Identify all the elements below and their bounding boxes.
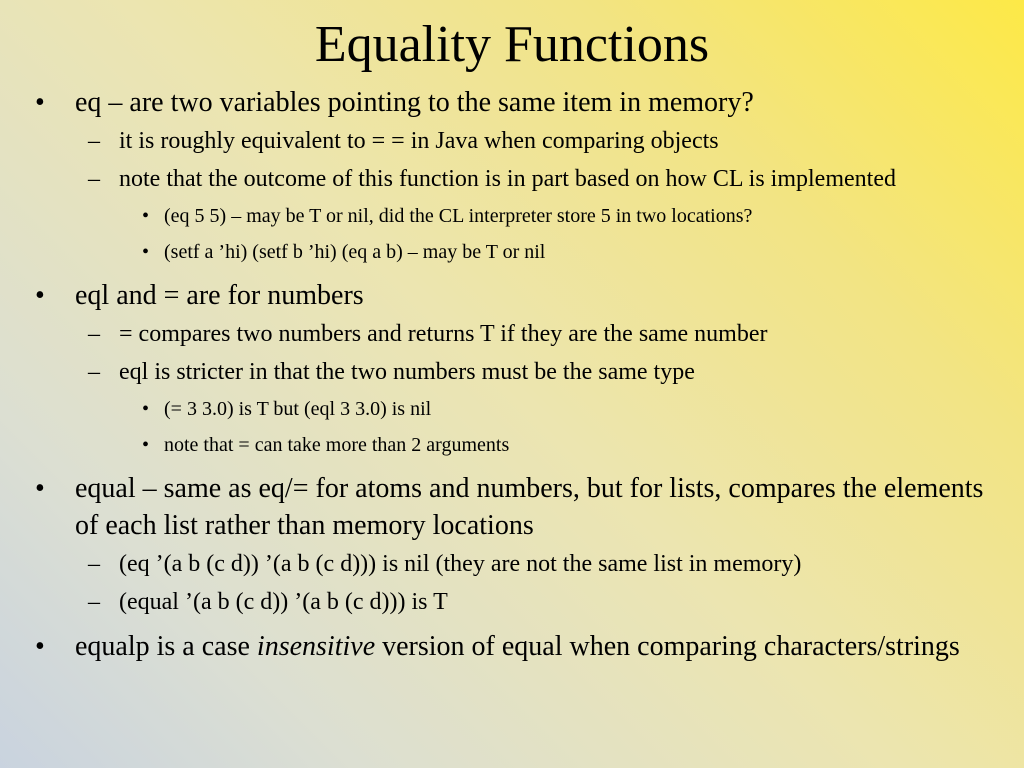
dash-marker: –: [88, 166, 100, 192]
sub-sub-bullet-text: note that = can take more than 2 arguments: [164, 434, 510, 456]
bullet-eq: [0, 84, 1024, 121]
bullet-marker: •: [142, 434, 150, 456]
sub-bullet-text: (equal ’(a b (c d)) ’(a b (c d))) is T: [119, 589, 448, 615]
bullet-marker: •: [142, 241, 150, 263]
sub-bullet-eq-java: [0, 125, 1024, 157]
bullet-equalp: [0, 628, 1024, 665]
sub-sub-bullet-text: (= 3 3.0) is T but (eql 3 3.0) is nil: [164, 398, 432, 420]
bullet-marker: •: [142, 205, 150, 227]
slide-title: Equality Functions: [314, 16, 710, 73]
bullet-eql: [0, 277, 1024, 314]
dash-marker: –: [88, 128, 100, 154]
sub-bullet-text: = compares two numbers and returns T if they are the same number: [119, 321, 768, 347]
bullet-marker: •: [35, 87, 45, 118]
bullet-marker: •: [35, 473, 45, 504]
sub-sub-bullet-eql-example: [0, 394, 1024, 424]
sub-bullet-eql-compare: [0, 318, 1024, 350]
bullet-marker: •: [142, 398, 150, 420]
bullet-text: equal – same as eq/= for atoms and numbers, but for lists, compares the elements of each list rather than memory locations: [75, 473, 984, 541]
bullet-marker: •: [35, 631, 45, 662]
sub-sub-bullet-eq-example-1: [0, 201, 1024, 231]
sub-bullet-equal-eq-example: [0, 548, 1024, 580]
bullet-text-emphasis: insensitive: [256, 631, 376, 662]
bullet-text: eql and = are for numbers: [75, 280, 364, 311]
sub-bullet-text: note that the outcome of this function is in part based on how CL is implemented: [119, 166, 896, 192]
sub-bullet-text: (eq ’(a b (c d)) ’(a b (c d))) is nil (they are not the same list in memory): [119, 551, 802, 577]
dash-marker: –: [88, 589, 100, 615]
bullet-equal: [0, 470, 1024, 544]
dash-marker: –: [88, 551, 100, 577]
sub-bullet-equal-example: [0, 586, 1024, 618]
sub-sub-bullet-text: (eq 5 5) – may be T or nil, did the CL interpreter store 5 in two locations?: [164, 205, 753, 227]
sub-bullet-text: it is roughly equivalent to = = in Java when comparing objects: [119, 128, 719, 154]
bullet-list: [0, 84, 1024, 669]
dash-marker: –: [88, 321, 100, 347]
sub-bullet-eql-stricter: [0, 356, 1024, 388]
bullet-text-after: version of equal when comparing characters/strings: [375, 631, 960, 662]
dash-marker: –: [88, 359, 100, 385]
bullet-text-before: equalp is a case: [75, 631, 257, 662]
sub-sub-bullet-eql-note: [0, 430, 1024, 460]
bullet-marker: •: [35, 280, 45, 311]
sub-sub-bullet-eq-example-2: [0, 237, 1024, 267]
sub-sub-bullet-text: (setf a ’hi) (setf b ’hi) (eq a b) – may be T or nil: [164, 241, 546, 263]
bullet-text: eq – are two variables pointing to the same item in memory?: [75, 87, 754, 118]
sub-bullet-eq-implementation: [0, 163, 1024, 195]
sub-bullet-text: eql is stricter in that the two numbers must be the same type: [119, 359, 695, 385]
